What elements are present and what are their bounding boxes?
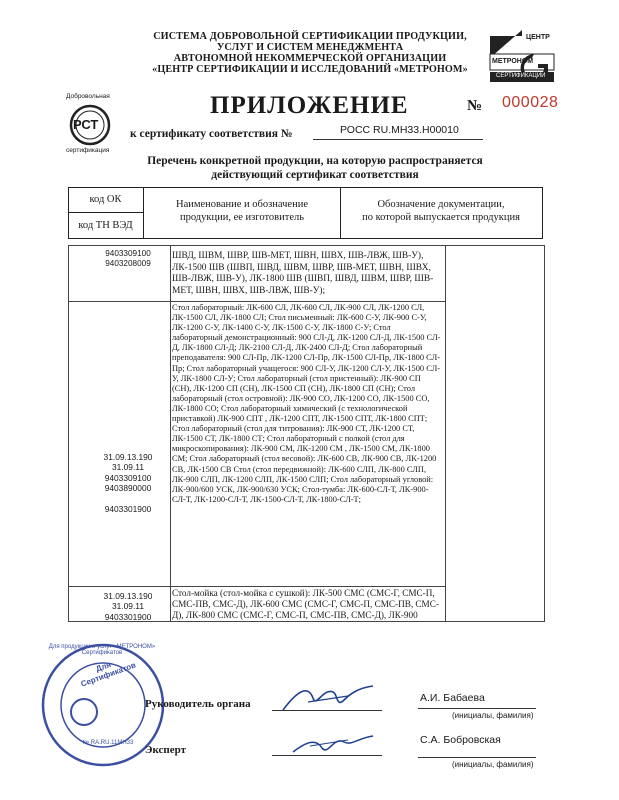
expert-name-hint: (инициалы, фамилия) [452,760,534,769]
table-row-2-text: Стол лабораторный: ЛК-600 СЛ, ЛК-600 СЛ, ЛК-900 СЛ, ЛК-1200 СЛ, ЛК-1500 СЛ, ЛК-1800 СЛ; Стол письменный: ЛК-600 С-У, ЛК-900 С-У, ЛК-1200 С-У, ЛК-1400 С-У, ЛК-1500 С-У, ЛК-1800 С-У; Стол лабораторный демонстрационный: 900 СЛ-Д, ЛК-1200 СЛ-Д, ЛК-1500 СЛ-Д, ЛК-1800 СЛ-Д; ЛК-2100 СЛ-Д, ЛК-2400 СЛ-Д; Стол лабораторный преподавателя: 900 СЛ-Пр, ЛК-1200 СЛ-Пр, ЛК-1500 СЛ-Пр, ЛК-1800 СЛ-Пр; Стол лабораторный учащегося: 900 СЛ-У, ЛК-1200 СЛ-У, ЛК-1500 СЛ-У, ЛК-1800 СЛ-У; Стол лабораторный (стол пристенный): ЛК-900 СП (СН), ЛК-1200 СП (СН), ЛК-1500 СП (СН), ЛК-1800 СП (СН); Стол лабораторный (стол островной): ЛК-900 СО, ЛК-1200 СО, ЛК-1500 СО, ЛК-1800 СО; Стол лабораторный химический (с технологической приставкой) ЛК-900 СПТ , ЛК-1200 СПТ, ЛК-1500 СПТ, ЛК-1800 СПТ; Стол лабораторный (стол для титрования): ЛК-900 СТ, ЛК-1200 СТ, ЛК-1500 СТ, ЛК-1800 СТ; Стол лабораторный с полкой (стол для микроскопирования): ЛК-900 СМ, ЛК-1200 СМ , ЛК-1500 СМ, ЛК-1800 СМ; Стол лабораторный (стол весовой): ЛК-600 СВ, ЛК-900 СВ, ЛК-1200 СВ, ЛК-1500 СВ Стол (стол передвижной): ЛК-600 СЛП, ЛК-800 СЛП, ЛК-900 СЛП, ЛК-1200 СЛП, ЛК-1500 СЛП; Стол лабораторный угловой: ЛК-900/600 УСК, ЛК-900/630 УСК; Стол-тумба: ЛК-600-СЛ-Т, ЛК-900-СЛ-Т, ЛК-1200-СЛ-Т, ЛК-1500-СЛ-Т, ЛК-1800-СЛ-Т; [172,303,441,504]
certificate-label: к сертификату соответствия № [130,128,293,140]
header-product-line-2: продукции, ее изготовитель [179,212,305,223]
intro-line-1: Перечень конкретной продукции, на которую распространяется [147,155,483,167]
expert-signature [288,728,378,760]
header-product [145,198,339,224]
header-line-3: АВТОНОМНОЙ НЕКОММЕРЧЕСКОЙ ОРГАНИЗАЦИИ [173,53,447,64]
head-of-body-label: Руководитель органа [145,698,251,710]
stamp-inner-text: Для Сертификатов [79,659,138,689]
rst-bottom-text: сертификация [66,147,110,154]
code: 9403890000 [104,483,152,494]
head-name-hint: (инициалы, фамилия) [452,711,534,720]
header-col-divider-2 [340,187,341,238]
header-line-4: «ЦЕНТР СЕРТИФИКАЦИИ И ИССЛЕДОВАНИЙ «МЕТРОНОМ» [152,64,468,75]
header-line-2: УСЛУГ И СИСТЕМ МЕНЕДЖМЕНТА [216,42,404,53]
head-name-line [418,708,536,709]
code: 9403301900 [104,503,152,514]
metronom-top-text: ЦЕНТР [526,34,550,41]
header-doc-line-2: по которой выпускается продукция [362,212,520,223]
rst-top-text: Добровольная [66,93,110,100]
document-title: ПРИЛОЖЕНИЕ [210,92,409,119]
header-documentation [342,198,540,224]
header-code-divider [68,212,143,213]
expert-name: С.А. Бобровская [420,734,501,746]
code: 9403301900 [104,611,152,622]
code: 31.09.11 [112,601,144,612]
table-row-3-text: Стол-мойка (стол-мойка с сушкой): ЛК-500 СМС (СМС-Г, СМС-П, СМС-ПВ, СМС-Д), ЛК-600 СМС (СМС-Г, СМС-П, СМС-ПВ, СМС-Д), ЛК-800 СМС (СМС-Г, СМС-П, СМС-ПВ, СМС-Д), ЛК-900 [172,588,439,621]
table-row-1-codes [87,249,169,269]
number-label: № [467,98,483,114]
code: 31.09.13.190 [103,591,153,601]
row-divider-1 [68,301,445,302]
stamp-outer-text: Для продукции и услуг «МЕТРОНОМ» Сертификатов [48,644,156,656]
header-code-tnved: код ТН ВЭД [78,220,133,231]
header-col-divider-1 [143,187,144,238]
row-divider-2 [68,586,445,587]
certificate-number: РОСС RU.МН33.Н00010 [340,124,459,136]
code: 9403309100 [105,249,151,258]
head-signature [278,680,378,715]
metronom-logo [488,28,556,88]
code: 31.09.13.190 [103,452,153,462]
rst-logo [62,95,122,155]
head-name: А.И. Бабаева [420,692,485,704]
certificate-underline [313,139,483,140]
code: 31.09.11 [112,462,144,473]
header-product-line-1: Наименование и обозначение [176,199,308,210]
body-col-divider-2 [445,245,446,621]
metronom-main-text: МЕТРОНОМ [492,58,534,65]
header-doc-line-1: Обозначение документации, [377,199,505,210]
header-line-1: СИСТЕМА ДОБРОВОЛЬНОЙ СЕРТИФИКАЦИИ ПРОДУКЦИИ, [153,31,467,42]
intro-line-2: действующий сертификат соответствия [211,169,419,181]
issuer-header [140,31,480,75]
code: 9403208009 [105,259,151,268]
expert-label: Эксперт [145,744,187,756]
code [87,494,169,504]
expert-name-line [418,757,536,758]
table-row-1-text: ШВД, ШВМ, ШВР, ШВ-МЕТ, ШВН, ШВХ, ШВ-ЛВЖ, ШВ-У), ЛК-1500 ШВ (ШВП, ШВД, ШВМ, ШВР, ШВ-МЕТ, ШВН, ШВХ, ШВ-ЛВЖ, ШВ-У), ЛК-1800 ШВ (ШВП, ШВД, ШВМ, ШВР, ШВ-МЕТ, ШВН, ШВХ, ШВ-ЛВЖ, ШВ-У); [172,251,434,296]
rst-main-text: РСТ [73,117,99,132]
table-row-2-codes [87,452,169,514]
header-code-ok: код ОК [89,194,122,205]
stamp-reg-number: № RA.RU.11МН33 [82,740,134,746]
appendix-number: 000028 [502,94,559,111]
metronom-bottom-text: СЕРТИФИКАЦИИ [496,73,546,79]
code: 9403309100 [104,472,152,483]
product-list-intro [95,154,535,182]
table-row-3-codes [87,591,169,622]
